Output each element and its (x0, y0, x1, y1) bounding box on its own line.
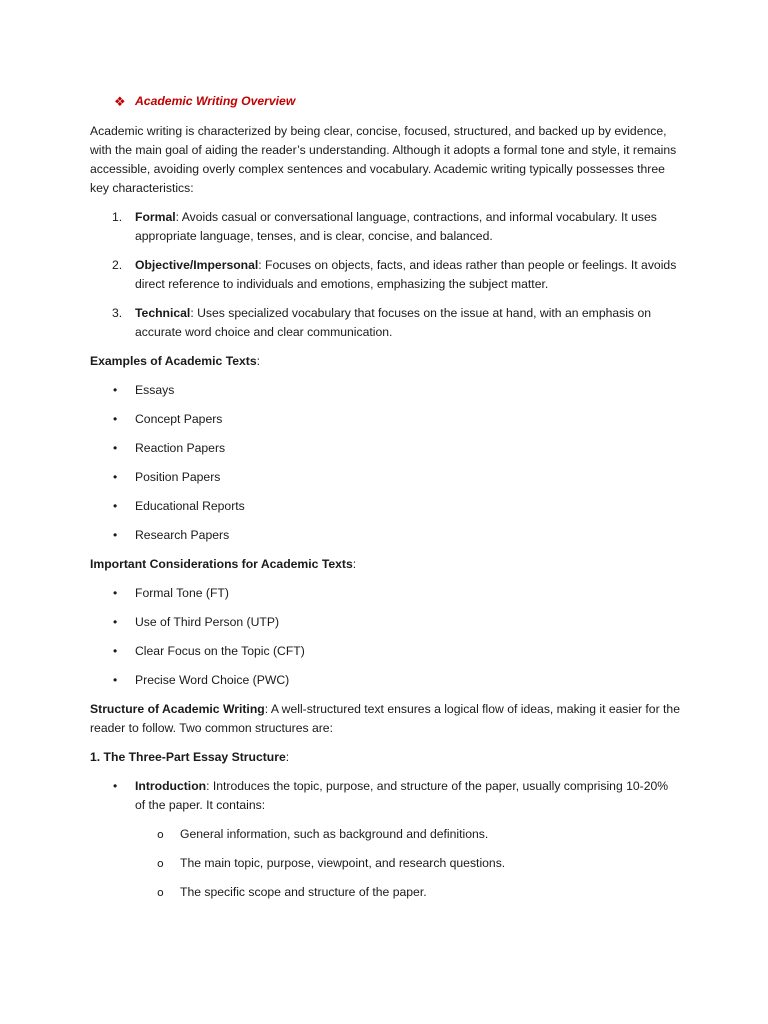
list-item (90, 613, 680, 632)
list-item (90, 381, 680, 400)
list-item (90, 584, 680, 603)
characteristics-list (90, 208, 680, 342)
bullet-icon: • (113, 586, 118, 600)
bullet-icon: • (113, 644, 118, 658)
term-description: : Uses specialized vocabulary that focuses on the issue at hand, with an emphasis on accurate word choice and clear communication. (135, 306, 652, 339)
term-description: : Focuses on objects, facts, and ideas rather than people or feelings. It avoids direct reference to individuals and emotions, emphasizing the subject matter. (135, 258, 677, 291)
label-colon: : (256, 354, 261, 368)
list-item (90, 671, 680, 690)
examples-label (90, 352, 680, 371)
list-item (90, 410, 680, 429)
three-part-list (90, 777, 680, 815)
list-item-text: Research Papers (135, 528, 230, 542)
list-item (90, 304, 680, 342)
list-item (90, 256, 680, 294)
term-description: : Avoids casual or conversational language, contractions, and informal vocabulary. It uses appropriate language, tenses, and is clear, concise, and balanced. (135, 210, 657, 243)
term: Objective/Impersonal (135, 258, 259, 272)
sub-list-item-text: The specific scope and structure of the paper. (180, 885, 427, 899)
introduction-text: : Introduces the topic, purpose, and structure of the paper, usually comprising 10-20% of the paper. It contains: (135, 779, 669, 812)
sub-list-item-text: The main topic, purpose, viewpoint, and research questions. (180, 856, 506, 870)
circle-bullet-icon: o (157, 886, 164, 899)
introduction-sub-list (90, 825, 680, 902)
bullet-icon: • (113, 499, 118, 513)
label-colon: : (352, 557, 357, 571)
term: Technical (135, 306, 191, 320)
structure-text: : A well-structured text ensures a logical flow of ideas, making it easier for the reader to follow. Two common structures are: (90, 702, 680, 735)
list-item (90, 439, 680, 458)
list-item-text: Use of Third Person (UTP) (135, 615, 280, 629)
bullet-icon: • (113, 673, 118, 687)
bullet-icon: • (113, 412, 118, 426)
list-item (90, 468, 680, 487)
sub-list-item (135, 825, 680, 844)
bullet-icon: • (113, 383, 118, 397)
sub-list-item (135, 854, 680, 873)
list-item-text: Concept Papers (135, 412, 223, 426)
list-item-text: Essays (135, 383, 175, 397)
list-item (90, 642, 680, 661)
circle-bullet-icon: o (157, 857, 164, 870)
list-number: 3. (112, 306, 123, 320)
term: Formal (135, 210, 176, 224)
intro-paragraph: Academic writing is characterized by being clear, concise, focused, structured, and backed up by evidence, with the main goal of aiding the reader’s understanding. Although it adopts a formal tone and style, it remains accessible, avoiding overly complex sentences and vocabulary. Academic writing typically possesses three key characteristics: (90, 124, 677, 195)
considerations-label-text: Important Considerations for Academic Texts (90, 557, 353, 571)
list-item-text: Reaction Papers (135, 441, 226, 455)
examples-list (90, 381, 680, 545)
list-item (90, 497, 680, 516)
list-item-text: Position Papers (135, 470, 221, 484)
examples-label-text: Examples of Academic Texts (90, 354, 257, 368)
bullet-icon: • (113, 441, 118, 455)
section-heading (90, 92, 680, 112)
list-item (90, 208, 680, 246)
list-item (90, 526, 680, 545)
list-item-text: Clear Focus on the Topic (CFT) (135, 644, 305, 658)
introduction-term: Introduction (135, 779, 207, 793)
considerations-list (90, 584, 680, 690)
structure-paragraph (90, 700, 680, 738)
sub-list-item (135, 883, 680, 902)
heading-title: Academic Writing Overview (135, 94, 296, 108)
document-page (90, 92, 680, 912)
three-part-label-text: 1. The Three-Part Essay Structure (90, 750, 286, 764)
list-item-text: Formal Tone (FT) (135, 586, 229, 600)
bullet-icon: • (113, 779, 118, 793)
list-item-text: Precise Word Choice (PWC) (135, 673, 290, 687)
list-item-text: Educational Reports (135, 499, 245, 513)
bullet-icon: • (113, 615, 118, 629)
circle-bullet-icon: o (157, 828, 164, 841)
three-part-label (90, 748, 680, 767)
sub-list-item-text: General information, such as background and definitions. (180, 827, 489, 841)
list-number: 1. (112, 210, 123, 224)
considerations-label (90, 555, 680, 574)
bullet-icon: • (113, 528, 118, 542)
bullet-icon: • (113, 470, 118, 484)
diamond-bullet-icon: ❖ (114, 94, 126, 109)
structure-label: Structure of Academic Writing (90, 702, 265, 716)
label-colon: : (285, 750, 290, 764)
list-item (90, 777, 680, 815)
list-number: 2. (112, 258, 123, 272)
